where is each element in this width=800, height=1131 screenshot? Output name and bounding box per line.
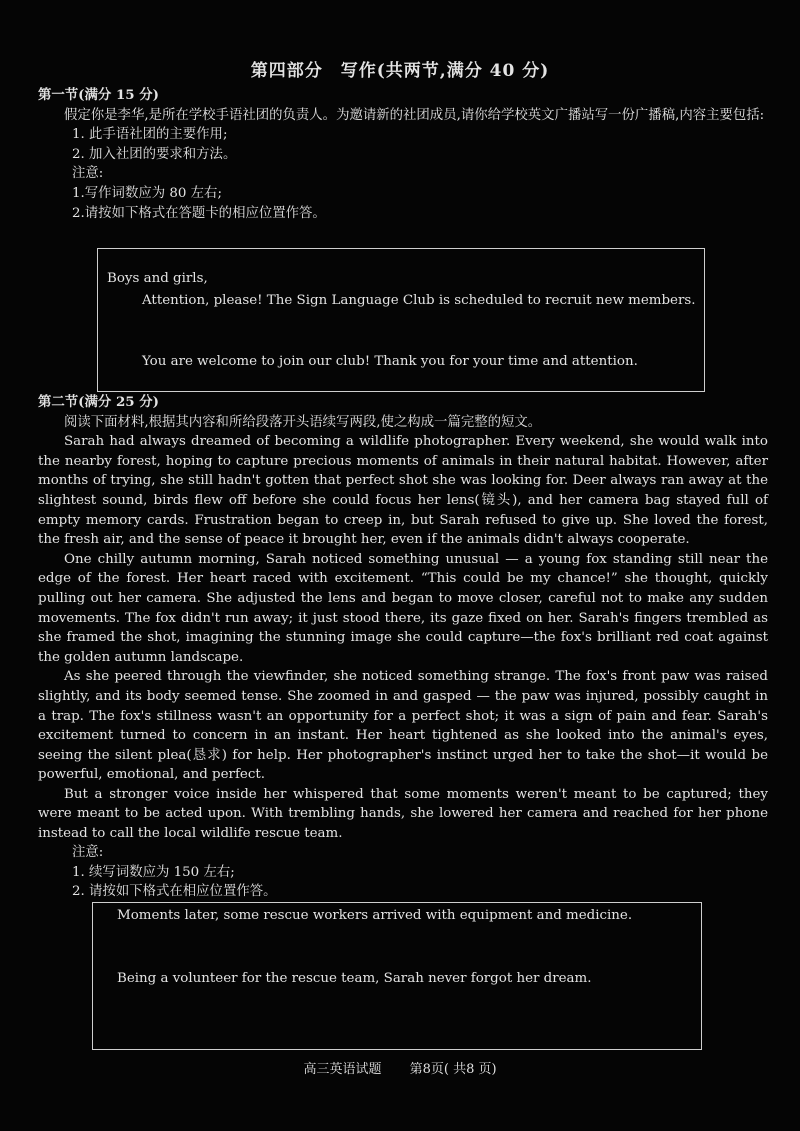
- story-paragraph-2: One chilly autumn morning, Sarah noticed something unusual — a young fox standing still near the edge of the forest. Her heart raced with excitement. “This could be my chance!” she thought, quickly pulling out her camera. She adjusted the lens and began to move closer, careful not to make any sudden movements. The fox didn't run away; it just stood there, its gaze fixed on her. Sarah's fingers trembled as she framed the shot, imagining the stunning image she could capture—the fox's brilliant red coat against the golden autumn landscape.: [38, 551, 768, 665]
- notes-label-2: 注意:: [72, 845, 104, 860]
- note-2-2: 2. 请按如下格式在相应位置作答。: [72, 884, 277, 900]
- section-2-heading: 第二节(满分 25 分): [38, 394, 159, 410]
- box1-greeting: Boys and girls,: [107, 271, 208, 286]
- note-2-1: 1. 续写词数应为 150 左右;: [72, 864, 235, 880]
- section-2-notes: [38, 843, 768, 902]
- point-1: 1. 此手语社团的主要作用;: [72, 127, 228, 143]
- note-1: 1.写作词数应为 80 左右;: [72, 185, 222, 201]
- note-2: 2.请按如下格式在答题卡的相应位置作答。: [72, 205, 326, 221]
- section-2-prompt: 阅读下面材料,根据其内容和所给段落开头语续写两段,使之构成一篇完整的短文。: [64, 414, 542, 430]
- section-1: [38, 86, 768, 223]
- box1-closing: You are welcome to join our club! Thank you for your time and attention.: [142, 354, 638, 369]
- footer-exam-name: 高三英语试题: [303, 1062, 382, 1077]
- page-footer: [0, 1058, 800, 1077]
- story-paragraph-3: As she peered through the viewfinder, she noticed something strange. The fox's front paw was raised slightly, and its body seemed tense. She zoomed in and gasped — the paw was injured, possibly caught in a trap. The fox's stillness wasn't an opportunity for a perfect shot; it was a sign of pain and fear. Sarah's excitement turned to concern in an instant. Her heart tightened as she looked into the animal's eyes, seeing the silent plea(恳求) for help. Her photographer's instinct urged her to take the shot—it would be powerful, emotional, and perfect.: [38, 669, 768, 783]
- box2-line-2: Being a volunteer for the rescue team, Sarah never forgot her dream.: [117, 971, 592, 986]
- story-paragraph-1: Sarah had always dreamed of becoming a wildlife photographer. Every weekend, she would walk into the nearby forest, hoping to capture precious moments of animals in their natural habitat. However, after months of trying, she still hadn't gotten that perfect shot she was looking for. Deer always ran away at the slightest sound, birds flew off before she could focus her lens(镜头), and her camera bag stayed full of empty memory cards. Frustration began to creep in, but Sarah refused to give up. She loved the forest, the fresh air, and the sense of peace it brought her, even if the animals didn't always cooperate.: [38, 434, 768, 548]
- box2-line-1: Moments later, some rescue workers arrived with equipment and medicine.: [117, 908, 633, 923]
- notes-label: 注意:: [72, 166, 104, 182]
- answer-box-1: [97, 248, 705, 392]
- box1-opening: Attention, please! The Sign Language Club is scheduled to recruit new members.: [142, 293, 696, 308]
- section-1-prompt: 假定你是李华,是所在学校手语社团的负责人。为邀请新的社团成员,请你给学校英文广播站写一份广播稿,内容主要包括:: [64, 107, 765, 123]
- section-2: [38, 393, 768, 844]
- footer-page-number: 第8页( 共8 页): [409, 1062, 497, 1077]
- point-2: 2. 加入社团的要求和方法。: [72, 146, 237, 162]
- section-1-heading: 第一节(满分 15 分): [38, 87, 159, 103]
- story-paragraph-4: But a stronger voice inside her whispered that some moments weren't meant to be captured; they were meant to be acted upon. With trembling hands, she lowered her camera and reached for her phone instead to call the local wildlife rescue team.: [38, 786, 768, 842]
- answer-box-2: [92, 902, 702, 1050]
- page-title: 第四部分 写作(共两节,满分 40 分): [250, 61, 550, 81]
